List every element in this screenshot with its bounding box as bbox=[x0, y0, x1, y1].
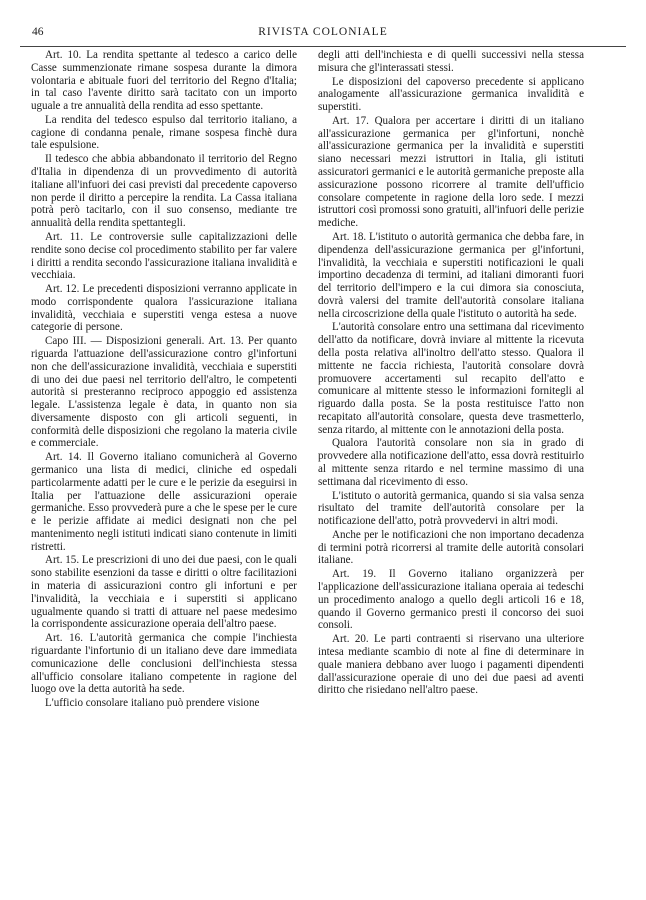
paragraph: L'ufficio consolare italiano può prendere visione bbox=[45, 697, 260, 710]
paragraph: La rendita del tedesco espulso dal territorio italiano, a cagione di condanna penale, rimane sospesa finchè dura tale espulsione. bbox=[31, 113, 297, 152]
paragraph: Art. 15. Le prescrizioni di uno dei due paesi, con le quali sono stabilite esenzioni da tasse e diritti o oltre facilitazioni in materia di assicurazioni contro gli infortuni e per l'invalidità, la vecchiaia e i superstiti si applicano ugualmente quando si tratti di attuare nel paese medesimo la corrispondente assicurazione operaia dell'altro paese. bbox=[31, 554, 297, 631]
paragraph-continued: degli atti dell'inchiesta e di quelli successivi nella stessa misura che gl'interassati stessi. bbox=[318, 49, 584, 74]
paragraph: Le disposizioni del capoverso precedente si applicano analogamente all'assicurazione germanica invalidità e superstiti. bbox=[318, 75, 584, 114]
paragraph: Art. 18. L'istituto o autorità germanica che debba fare, in dipendenza dell'assicurazione germanica per gl'infortuni, l'invalidità, la vecchiaia e superstiti notificazioni le quali importino decadenza di termini, ad italiani dimoranti fuori del territorio dell'impero e la cui dimora sia conosciuta, dovrà valersi del tramite dell'autorità consolare italiana nella circoscrizione della quale l'istituto o autorità ha sede. bbox=[318, 230, 584, 320]
paragraph: Art. 12. Le precedenti disposizioni verranno applicate in modo corrispondente qualora l'assicurazione italiana invalidità, vecchiaia e superstiti venga estesa a nuove categorie di persone. bbox=[31, 283, 297, 334]
paragraph: L'istituto o autorità germanica, quando si sia valsa senza risultato del tramite dell'autorità consolare per la notificazione dell'atto, potrà provvedervi in altri modi. bbox=[318, 489, 584, 528]
paragraph: Anche per le notificazioni che non importano decadenza di termini potrà ricorrersi al tramite delle autorità consolari italiane. bbox=[318, 528, 584, 567]
paragraph: Art. 17. Qualora per accertare i diritti di un italiano all'assicurazione germanica per gl'infortuni, nonchè all'assicurazione germanica per la invalidità e superstiti siano necessari mezzi istruttori in Italia, gli istituti assicuratori germanici e le autorità germaniche preposte alla assicurazione possono ricorrere al tramite dell'ufficio consolare competente in ragione della loro sede. I mezzi istruttori così promossi sono gratuiti, all'infuori delle perizie mediche. bbox=[318, 114, 584, 230]
left-column bbox=[31, 49, 297, 711]
paragraph: Art. 14. Il Governo italiano comunicherà al Governo germanico una lista di medici, cliniche ed ospedali particolarmente adatti per le cure e le perizie da eseguirsi in Italia per l'attuazione delle assicurazioni operaie germaniche. Esso provvederà pure a che le spese per le cure e le perizie affidate ai medici designati non che pel mantenimento negli istituti indicati siano contenute in limiti ristretti. bbox=[31, 451, 297, 553]
paragraph: L'autorità consolare entro una settimana dal ricevimento dell'atto da notificare, dovrà inviare al mittente la ricevuta della posta relativa all'inoltro dell'atto stesso. Qualora il mittente ne faccia richiesta, l'autorità consolare dovrà promuovere accertamenti sul recapito dell'atto e comunicare al mittente stesso le informazioni fornitegli al riguardo dalla posta. Se la posta restituisce l'atto non recapitato all'autorità consolare, questa deve trasmetterlo, senza ritardo, al mittente con le annotazioni della posta. bbox=[318, 321, 584, 436]
paragraph: Art. 11. Le controversie sulle capitalizzazioni delle rendite sono decise col procedimento stabilito per far valere i diritti a rendita secondo l'assicurazione italiana invalidità e vecchiaia. bbox=[31, 230, 297, 282]
paragraph: Art. 16. L'autorità germanica che compie l'inchiesta riguardante l'infortunio di un italiano deve dare immediata comunicazione delle conclusioni dell'inchiesta stessa all'ufficio consolare italiano competente in ragione del luogo ove la detta autorità ha sede. bbox=[31, 632, 297, 696]
right-column bbox=[318, 49, 584, 698]
page-header bbox=[20, 26, 626, 42]
paragraph: Il tedesco che abbia abbandonato il territorio del Regno d'Italia in dipendenza di un provvedimento di autorità italiane all'infuori dei casi previsti dal precedente capoverso non perde il diritto a percepire la rendita. La Cassa italiana potrà però tacitarlo, con il suo consenso, mediante tre annualità della rendita spettantegli. bbox=[31, 153, 297, 230]
paragraph: Art. 19. Il Governo italiano organizzerà per l'applicazione dell'assicurazione italiana operaia ai tedeschi un procedimento analogo a quello degli articoli 16 e 18, quando il Governo germanico presti il concorso dei suoi consoli. bbox=[318, 568, 584, 632]
page-number: 46 bbox=[32, 26, 44, 38]
header-rule bbox=[20, 46, 626, 47]
paragraph: Capo III. — Disposizioni generali. Art. 13. Per quanto riguarda l'attuazione dell'assicurazione contro gl'infortuni non che dell'assicurazione invalidità, vecchiaia e superstiti di uno dei due paesi nel territorio dell'altro, le competenti autorità si presteranno reciproco appoggio ed assistenza legale. L'assistenza legale è data, in quanto non sia diversamente disposto con gli articoli seguenti, in conformità delle disposizioni che regolano la materia civile e commerciale. bbox=[31, 335, 297, 450]
running-title: RIVISTA COLONIALE bbox=[258, 26, 388, 38]
paragraph: Qualora l'autorità consolare non sia in grado di provvedere alla notificazione dell'atto, essa dovrà restituirlo al mittente senza ritardo e nel termine massimo di una settimana dal ricevimento di esso. bbox=[318, 437, 584, 488]
paragraph: Art. 10. La rendita spettante al tedesco a carico delle Casse summenzionate rimane sospesa durante la dimora volontaria e abituale fuori del territorio del Regno d'Italia; in tal caso l'avente diritto sarà tacitato con un importo uguale a tre annualità della rendita ad esso spettante. bbox=[31, 49, 297, 113]
paragraph: Art. 20. Le parti contraenti si riservano una ulteriore intesa mediante scambio di note al fine di determinare in quale maniera debbano aver luogo i pagamenti dipendenti dall'assicurazione operaie di uno dei due paesi ad aventi diritto che risiedano nell'altro paese. bbox=[318, 633, 584, 697]
